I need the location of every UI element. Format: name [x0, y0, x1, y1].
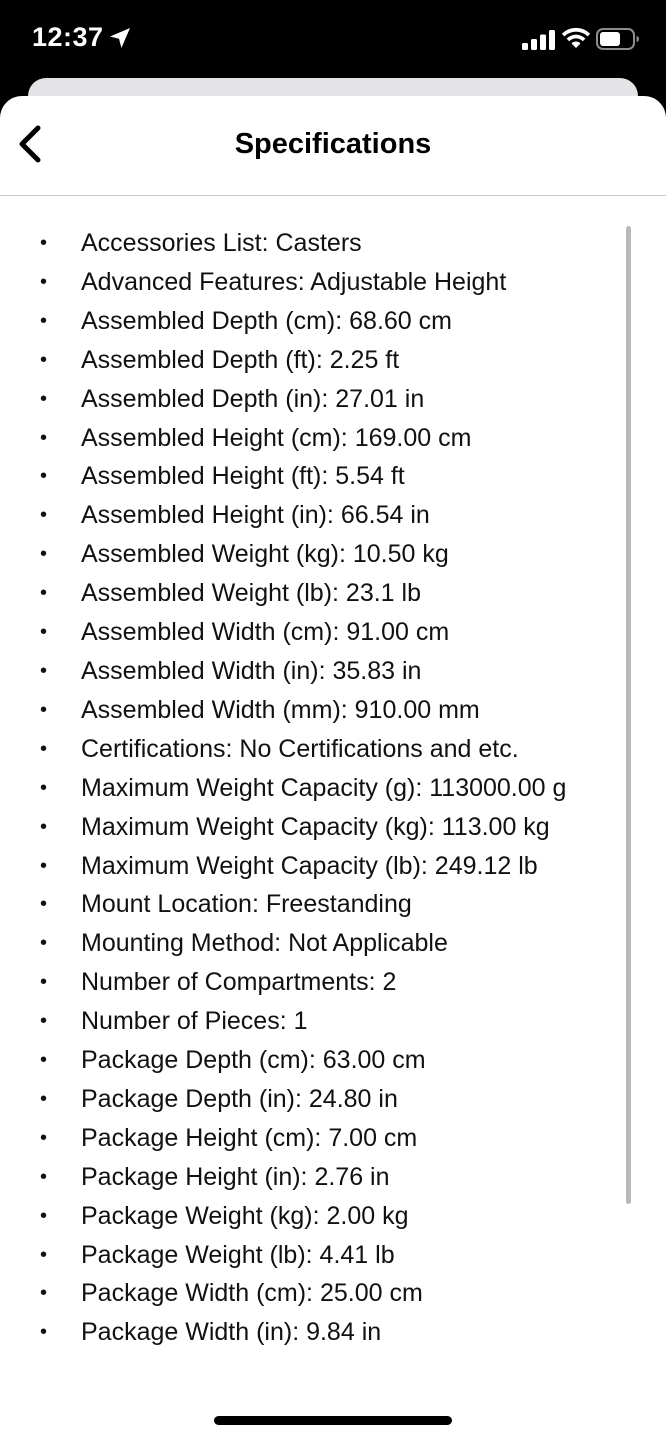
status-time: 12:37	[32, 22, 104, 52]
bullet-icon: •	[40, 348, 48, 371]
location-arrow-icon	[108, 26, 132, 50]
spec-text: Package Height (cm): 7.00 cm	[81, 1123, 418, 1152]
spec-text: Maximum Weight Capacity (lb): 249.12 lb	[81, 851, 538, 880]
bullet-icon: •	[40, 465, 48, 488]
list-item	[0, 1041, 666, 1080]
bullet-icon: •	[40, 659, 48, 682]
cellular-signal-icon	[522, 30, 556, 50]
spec-text: Package Height (in): 2.76 in	[81, 1162, 390, 1191]
scrollbar[interactable]	[626, 226, 631, 1204]
spec-text: Package Width (in): 9.84 in	[81, 1318, 382, 1347]
spec-text: Package Depth (in): 24.80 in	[81, 1084, 398, 1113]
bullet-icon: •	[40, 232, 48, 254]
spec-text: Number of Compartments: 2	[81, 968, 397, 997]
spec-text: Maximum Weight Capacity (kg): 113.00 kg	[81, 812, 550, 841]
spec-text: Assembled Width (cm): 91.00 cm	[81, 618, 450, 647]
spec-text: Assembled Width (mm): 910.00 mm	[81, 695, 480, 724]
bullet-icon: •	[40, 387, 48, 410]
specs-content[interactable]	[0, 196, 666, 1440]
spec-list	[0, 196, 666, 1352]
list-item	[0, 457, 666, 496]
spec-text: Assembled Height (ft): 5.54 ft	[81, 462, 405, 491]
bullet-icon: •	[40, 1243, 48, 1266]
nav-header	[0, 96, 666, 196]
bullet-icon: •	[40, 309, 48, 332]
bullet-icon: •	[40, 971, 48, 994]
list-item	[0, 574, 666, 613]
spec-text: Package Weight (lb): 4.41 lb	[81, 1240, 395, 1269]
status-bar	[0, 0, 666, 80]
list-item	[0, 496, 666, 535]
list-item	[0, 691, 666, 730]
list-item	[0, 302, 666, 341]
bullet-icon: •	[40, 776, 48, 799]
spec-text: Assembled Depth (ft): 2.25 ft	[81, 345, 400, 374]
page-title: Specifications	[234, 128, 432, 160]
bullet-icon: •	[40, 1282, 48, 1305]
spec-text: Assembled Depth (cm): 68.60 cm	[81, 306, 452, 335]
list-item	[0, 263, 666, 302]
list-item	[0, 808, 666, 847]
list-item	[0, 380, 666, 419]
bullet-icon: •	[40, 932, 48, 955]
list-item	[0, 1274, 666, 1313]
list-item	[0, 1002, 666, 1041]
list-item	[0, 963, 666, 1002]
wifi-icon	[561, 27, 591, 49]
list-item	[0, 1158, 666, 1197]
spec-text: Package Weight (kg): 2.00 kg	[81, 1201, 409, 1230]
list-item	[0, 613, 666, 652]
bullet-icon: •	[40, 1165, 48, 1188]
bullet-icon: •	[40, 854, 48, 877]
bullet-icon: •	[40, 1204, 48, 1227]
bullet-icon: •	[40, 893, 48, 916]
spec-text: Accessories List: Casters	[81, 229, 362, 257]
list-item	[0, 1313, 666, 1352]
list-item	[0, 730, 666, 769]
list-item	[0, 885, 666, 924]
spec-text: Assembled Width (in): 35.83 in	[81, 656, 422, 685]
list-item	[0, 1119, 666, 1158]
bullet-icon: •	[40, 582, 48, 605]
bullet-icon: •	[40, 698, 48, 721]
spec-text: Advanced Features: Adjustable Height	[81, 267, 507, 296]
list-item	[0, 535, 666, 574]
spec-text: Package Width (cm): 25.00 cm	[81, 1279, 423, 1308]
list-item	[0, 341, 666, 380]
bullet-icon: •	[40, 270, 48, 293]
spec-text: Assembled Height (cm): 169.00 cm	[81, 423, 472, 452]
list-item	[0, 1080, 666, 1119]
home-indicator[interactable]	[214, 1416, 452, 1425]
specifications-sheet	[0, 96, 666, 1440]
list-item	[0, 847, 666, 886]
spec-text: Assembled Depth (in): 27.01 in	[81, 384, 425, 413]
list-item	[0, 1197, 666, 1236]
bullet-icon: •	[40, 621, 48, 644]
bullet-icon: •	[40, 815, 48, 838]
bullet-icon: •	[40, 1010, 48, 1033]
list-item	[0, 769, 666, 808]
spec-text: Assembled Weight (lb): 23.1 lb	[81, 579, 421, 608]
bullet-icon: •	[40, 1049, 48, 1072]
spec-text: Assembled Weight (kg): 10.50 kg	[81, 540, 449, 569]
bullet-icon: •	[40, 504, 48, 527]
list-item	[0, 652, 666, 691]
spec-text: Mounting Method: Not Applicable	[81, 929, 448, 958]
bullet-icon: •	[40, 1321, 48, 1344]
spec-text: Number of Pieces: 1	[81, 1007, 308, 1036]
bullet-icon: •	[40, 1126, 48, 1149]
spec-text: Mount Location: Freestanding	[81, 890, 412, 919]
bullet-icon: •	[40, 1087, 48, 1110]
bullet-icon: •	[40, 426, 48, 449]
list-item	[0, 224, 666, 263]
spec-text: Assembled Height (in): 66.54 in	[81, 501, 430, 530]
list-item	[0, 1236, 666, 1275]
list-item	[0, 924, 666, 963]
list-item	[0, 419, 666, 458]
spec-text: Package Depth (cm): 63.00 cm	[81, 1046, 426, 1075]
battery-icon	[596, 28, 640, 50]
bullet-icon: •	[40, 543, 48, 566]
spec-text: Maximum Weight Capacity (g): 113000.00 g	[81, 773, 567, 802]
bullet-icon: •	[40, 737, 48, 760]
spec-text: Certifications: No Certifications and etc.	[81, 734, 519, 763]
